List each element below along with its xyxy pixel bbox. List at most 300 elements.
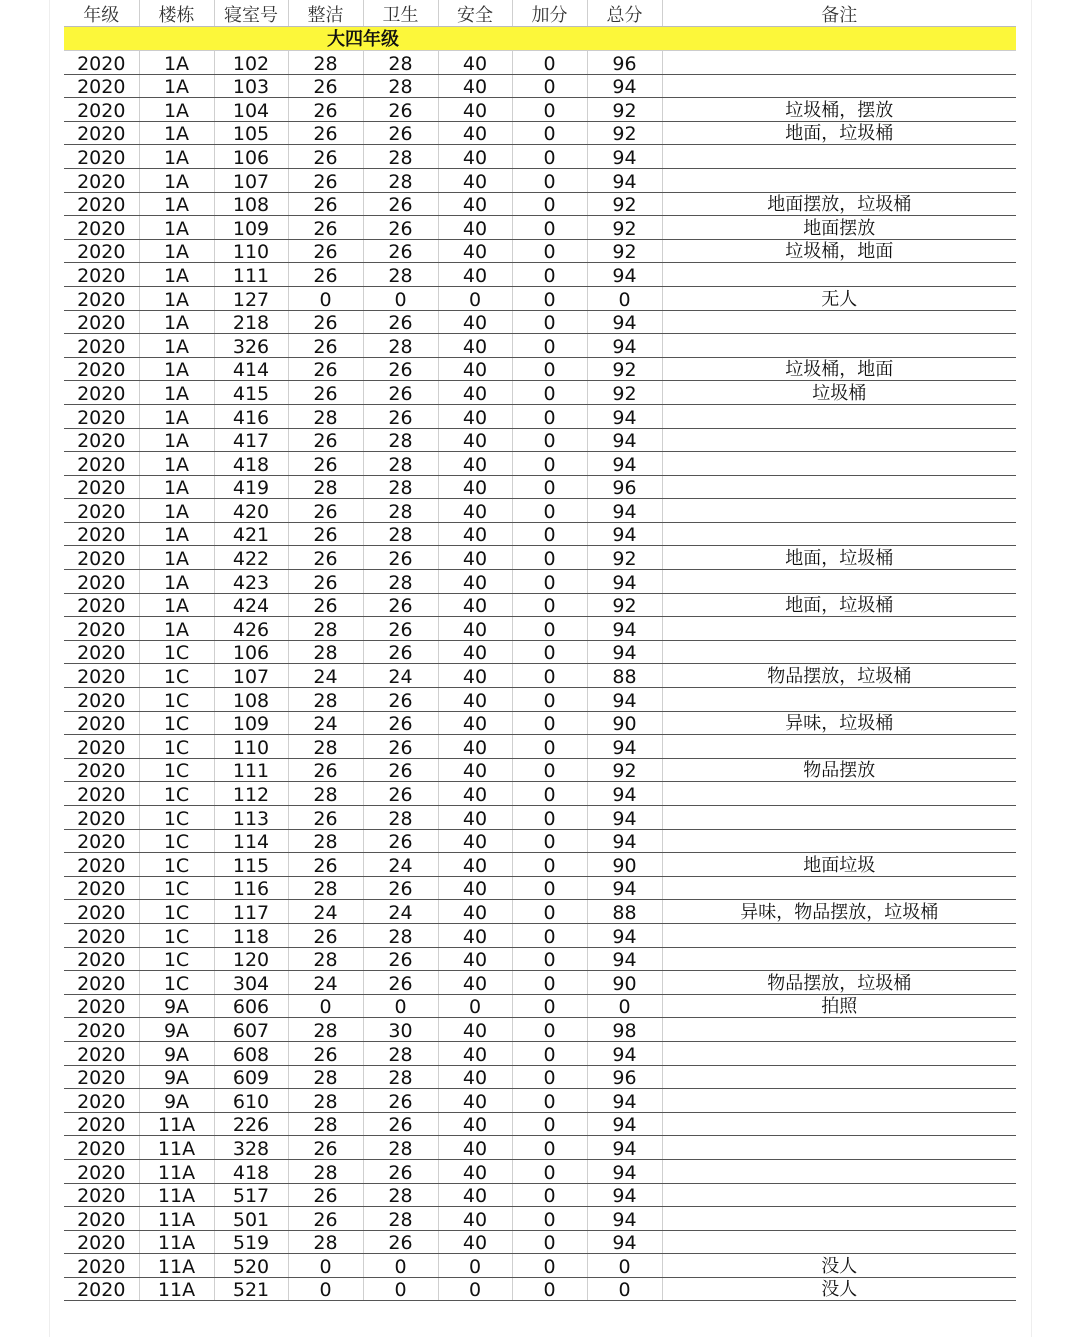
cell-building: 1A — [139, 593, 214, 617]
cell-total: 94 — [587, 923, 662, 947]
cell-bonus: 0 — [512, 711, 587, 735]
cell-room: 326 — [214, 334, 288, 358]
cell-remark: 地面摆放 — [662, 216, 1016, 240]
cell-building: 1A — [139, 357, 214, 381]
cell-building: 1C — [139, 829, 214, 853]
cell-total: 96 — [587, 51, 662, 75]
cell-building: 11A — [139, 1112, 214, 1136]
cell-building: 9A — [139, 994, 214, 1018]
cell-safety: 40 — [438, 806, 512, 830]
cell-remark — [662, 782, 1016, 806]
cell-room: 113 — [214, 806, 288, 830]
cell-remark — [662, 263, 1016, 287]
cell-room: 517 — [214, 1183, 288, 1207]
table-row — [64, 640, 1016, 664]
cell-total: 94 — [587, 499, 662, 523]
cell-room: 105 — [214, 121, 288, 145]
cell-tidiness: 26 — [288, 499, 363, 523]
cell-bonus: 0 — [512, 688, 587, 712]
cell-safety: 40 — [438, 404, 512, 428]
cell-hygiene: 26 — [363, 640, 438, 664]
cell-total: 94 — [587, 1089, 662, 1113]
cell-room: 421 — [214, 522, 288, 546]
cell-room: 501 — [214, 1207, 288, 1231]
cell-grade: 2020 — [64, 334, 139, 358]
table-row — [64, 1277, 1016, 1301]
cell-building: 1C — [139, 853, 214, 877]
table-row — [64, 286, 1016, 310]
cell-safety: 40 — [438, 74, 512, 98]
cell-building: 1C — [139, 664, 214, 688]
cell-total: 94 — [587, 263, 662, 287]
cell-grade: 2020 — [64, 1136, 139, 1160]
cell-building: 9A — [139, 1018, 214, 1042]
cell-grade: 2020 — [64, 98, 139, 122]
header-row — [64, 0, 1016, 27]
cell-remark — [662, 452, 1016, 476]
cell-safety: 40 — [438, 1112, 512, 1136]
cell-bonus: 0 — [512, 145, 587, 169]
cell-safety: 40 — [438, 310, 512, 334]
cell-grade: 2020 — [64, 1159, 139, 1183]
cell-bonus: 0 — [512, 428, 587, 452]
cell-hygiene: 28 — [363, 334, 438, 358]
cell-room: 108 — [214, 688, 288, 712]
cell-building: 1C — [139, 688, 214, 712]
cell-building: 1A — [139, 404, 214, 428]
cell-room: 115 — [214, 853, 288, 877]
cell-hygiene: 26 — [363, 735, 438, 759]
cell-tidiness: 26 — [288, 216, 363, 240]
cell-tidiness: 26 — [288, 758, 363, 782]
cell-total: 92 — [587, 593, 662, 617]
cell-building: 1A — [139, 145, 214, 169]
cell-tidiness: 24 — [288, 900, 363, 924]
cell-tidiness: 24 — [288, 664, 363, 688]
cell-tidiness: 24 — [288, 971, 363, 995]
cell-bonus: 0 — [512, 570, 587, 594]
cell-building: 1A — [139, 192, 214, 216]
cell-hygiene: 0 — [363, 1254, 438, 1278]
cell-grade: 2020 — [64, 1207, 139, 1231]
cell-tidiness: 28 — [288, 617, 363, 641]
cell-tidiness: 28 — [288, 1230, 363, 1254]
cell-room: 520 — [214, 1254, 288, 1278]
cell-room: 116 — [214, 876, 288, 900]
table-row — [64, 1136, 1016, 1160]
cell-total: 0 — [587, 1277, 662, 1301]
cell-remark — [662, 570, 1016, 594]
cell-grade: 2020 — [64, 640, 139, 664]
cell-grade: 2020 — [64, 1183, 139, 1207]
cell-tidiness: 26 — [288, 428, 363, 452]
cell-hygiene: 26 — [363, 1112, 438, 1136]
table-row — [64, 1254, 1016, 1278]
cell-total: 90 — [587, 971, 662, 995]
cell-building: 1A — [139, 381, 214, 405]
table-row — [64, 806, 1016, 830]
cell-grade: 2020 — [64, 971, 139, 995]
cell-remark — [662, 74, 1016, 98]
cell-grade: 2020 — [64, 168, 139, 192]
cell-bonus: 0 — [512, 1183, 587, 1207]
cell-total: 90 — [587, 711, 662, 735]
cell-safety: 40 — [438, 546, 512, 570]
cell-safety: 40 — [438, 428, 512, 452]
cell-safety: 40 — [438, 168, 512, 192]
column-header-grade: 年级 — [64, 0, 139, 27]
cell-building: 1C — [139, 947, 214, 971]
cell-total: 92 — [587, 121, 662, 145]
cell-hygiene: 26 — [363, 310, 438, 334]
table-row — [64, 98, 1016, 122]
cell-remark — [662, 640, 1016, 664]
cell-remark: 物品摆放，垃圾桶 — [662, 971, 1016, 995]
cell-total: 94 — [587, 640, 662, 664]
cell-total: 94 — [587, 334, 662, 358]
cell-room: 424 — [214, 593, 288, 617]
cell-room: 426 — [214, 617, 288, 641]
cell-safety: 40 — [438, 1065, 512, 1089]
column-header-bonus: 加分 — [512, 0, 587, 27]
cell-hygiene: 28 — [363, 570, 438, 594]
cell-safety: 0 — [438, 1277, 512, 1301]
cell-hygiene: 28 — [363, 263, 438, 287]
cell-building: 1A — [139, 475, 214, 499]
cell-room: 422 — [214, 546, 288, 570]
table-row — [64, 1018, 1016, 1042]
cell-grade: 2020 — [64, 192, 139, 216]
cell-building: 1A — [139, 570, 214, 594]
cell-tidiness: 26 — [288, 74, 363, 98]
cell-room: 110 — [214, 239, 288, 263]
cell-grade: 2020 — [64, 1065, 139, 1089]
cell-tidiness: 26 — [288, 310, 363, 334]
cell-tidiness: 28 — [288, 947, 363, 971]
cell-safety: 40 — [438, 829, 512, 853]
cell-safety: 40 — [438, 688, 512, 712]
cell-remark — [662, 499, 1016, 523]
cell-safety: 40 — [438, 522, 512, 546]
cell-bonus: 0 — [512, 971, 587, 995]
cell-room: 107 — [214, 168, 288, 192]
cell-hygiene: 28 — [363, 145, 438, 169]
table-row — [64, 923, 1016, 947]
cell-hygiene: 26 — [363, 404, 438, 428]
cell-bonus: 0 — [512, 310, 587, 334]
cell-remark — [662, 829, 1016, 853]
cell-safety: 40 — [438, 947, 512, 971]
cell-bonus: 0 — [512, 806, 587, 830]
cell-remark — [662, 1159, 1016, 1183]
cell-building: 1C — [139, 923, 214, 947]
cell-tidiness: 28 — [288, 735, 363, 759]
cell-tidiness: 24 — [288, 711, 363, 735]
cell-grade: 2020 — [64, 263, 139, 287]
cell-remark: 物品摆放，垃圾桶 — [662, 664, 1016, 688]
cell-room: 414 — [214, 357, 288, 381]
cell-hygiene: 26 — [363, 192, 438, 216]
cell-room: 118 — [214, 923, 288, 947]
cell-total: 94 — [587, 428, 662, 452]
cell-tidiness: 28 — [288, 1089, 363, 1113]
cell-tidiness: 26 — [288, 522, 363, 546]
table-row — [64, 522, 1016, 546]
cell-safety: 40 — [438, 923, 512, 947]
cell-building: 1C — [139, 782, 214, 806]
cell-tidiness: 26 — [288, 570, 363, 594]
table-row — [64, 971, 1016, 995]
cell-remark — [662, 923, 1016, 947]
cell-safety: 40 — [438, 664, 512, 688]
table-row — [64, 1089, 1016, 1113]
cell-bonus: 0 — [512, 546, 587, 570]
cell-room: 107 — [214, 664, 288, 688]
cell-room: 420 — [214, 499, 288, 523]
cell-grade: 2020 — [64, 310, 139, 334]
cell-bonus: 0 — [512, 876, 587, 900]
cell-building: 1A — [139, 617, 214, 641]
table-row — [64, 782, 1016, 806]
cell-remark — [662, 310, 1016, 334]
cell-building: 9A — [139, 1065, 214, 1089]
cell-hygiene: 28 — [363, 452, 438, 476]
cell-tidiness: 26 — [288, 1041, 363, 1065]
cell-bonus: 0 — [512, 640, 587, 664]
cell-hygiene: 26 — [363, 1159, 438, 1183]
cell-bonus: 0 — [512, 1277, 587, 1301]
cell-safety: 40 — [438, 876, 512, 900]
cell-grade: 2020 — [64, 51, 139, 75]
cell-hygiene: 0 — [363, 1277, 438, 1301]
cell-total: 92 — [587, 758, 662, 782]
cell-grade: 2020 — [64, 617, 139, 641]
cell-remark — [662, 1183, 1016, 1207]
cell-hygiene: 28 — [363, 806, 438, 830]
cell-building: 1A — [139, 310, 214, 334]
cell-tidiness: 28 — [288, 1018, 363, 1042]
cell-bonus: 0 — [512, 900, 587, 924]
cell-total: 92 — [587, 98, 662, 122]
cell-remark: 没人 — [662, 1254, 1016, 1278]
table-row — [64, 617, 1016, 641]
cell-grade: 2020 — [64, 994, 139, 1018]
cell-safety: 40 — [438, 1183, 512, 1207]
cell-total: 0 — [587, 994, 662, 1018]
cell-room: 104 — [214, 98, 288, 122]
cell-tidiness: 28 — [288, 640, 363, 664]
cell-room: 109 — [214, 216, 288, 240]
cell-safety: 40 — [438, 475, 512, 499]
cell-bonus: 0 — [512, 168, 587, 192]
cell-hygiene: 26 — [363, 1089, 438, 1113]
cell-building: 1A — [139, 452, 214, 476]
cell-building: 11A — [139, 1183, 214, 1207]
cell-grade: 2020 — [64, 570, 139, 594]
dorm-inspection-table — [64, 0, 1016, 1301]
cell-safety: 40 — [438, 782, 512, 806]
cell-tidiness: 28 — [288, 782, 363, 806]
cell-remark — [662, 876, 1016, 900]
cell-hygiene: 26 — [363, 98, 438, 122]
cell-total: 94 — [587, 1136, 662, 1160]
cell-remark — [662, 1041, 1016, 1065]
cell-hygiene: 26 — [363, 782, 438, 806]
cell-room: 328 — [214, 1136, 288, 1160]
cell-room: 418 — [214, 452, 288, 476]
cell-grade: 2020 — [64, 806, 139, 830]
cell-building: 1C — [139, 758, 214, 782]
table-row — [64, 546, 1016, 570]
cell-hygiene: 26 — [363, 829, 438, 853]
cell-building: 1A — [139, 428, 214, 452]
cell-total: 0 — [587, 286, 662, 310]
cell-bonus: 0 — [512, 98, 587, 122]
table-row — [64, 121, 1016, 145]
cell-remark — [662, 1065, 1016, 1089]
cell-tidiness: 0 — [288, 286, 363, 310]
cell-total: 96 — [587, 1065, 662, 1089]
cell-tidiness: 28 — [288, 404, 363, 428]
table-row — [64, 499, 1016, 523]
cell-grade: 2020 — [64, 1230, 139, 1254]
table-row — [64, 51, 1016, 75]
cell-hygiene: 26 — [363, 1230, 438, 1254]
cell-bonus: 0 — [512, 1018, 587, 1042]
cell-remark: 异味，物品摆放，垃圾桶 — [662, 900, 1016, 924]
cell-building: 11A — [139, 1136, 214, 1160]
table-row — [64, 1041, 1016, 1065]
cell-remark: 地面，垃圾桶 — [662, 546, 1016, 570]
cell-room: 102 — [214, 51, 288, 75]
cell-remark: 垃圾桶 — [662, 381, 1016, 405]
cell-bonus: 0 — [512, 617, 587, 641]
cell-remark: 拍照 — [662, 994, 1016, 1018]
cell-safety: 40 — [438, 357, 512, 381]
cell-hygiene: 24 — [363, 853, 438, 877]
table-row — [64, 688, 1016, 712]
cell-total: 92 — [587, 216, 662, 240]
cell-grade: 2020 — [64, 735, 139, 759]
cell-total: 94 — [587, 1230, 662, 1254]
cell-room: 109 — [214, 711, 288, 735]
cell-total: 92 — [587, 381, 662, 405]
cell-hygiene: 26 — [363, 593, 438, 617]
cell-hygiene: 24 — [363, 900, 438, 924]
cell-safety: 40 — [438, 381, 512, 405]
cell-total: 0 — [587, 1254, 662, 1278]
cell-grade: 2020 — [64, 522, 139, 546]
table-row — [64, 1112, 1016, 1136]
cell-building: 9A — [139, 1041, 214, 1065]
cell-hygiene: 28 — [363, 168, 438, 192]
cell-grade: 2020 — [64, 758, 139, 782]
table-row — [64, 475, 1016, 499]
table-row — [64, 735, 1016, 759]
cell-bonus: 0 — [512, 1089, 587, 1113]
cell-grade: 2020 — [64, 381, 139, 405]
cell-room: 117 — [214, 900, 288, 924]
cell-hygiene: 26 — [363, 546, 438, 570]
cell-hygiene: 28 — [363, 923, 438, 947]
cell-total: 94 — [587, 947, 662, 971]
table-row — [64, 593, 1016, 617]
cell-remark — [662, 51, 1016, 75]
cell-remark: 垃圾桶，地面 — [662, 357, 1016, 381]
cell-grade: 2020 — [64, 900, 139, 924]
cell-hygiene: 28 — [363, 522, 438, 546]
cell-building: 1A — [139, 121, 214, 145]
cell-remark — [662, 428, 1016, 452]
cell-hygiene: 24 — [363, 664, 438, 688]
cell-grade: 2020 — [64, 499, 139, 523]
cell-room: 114 — [214, 829, 288, 853]
cell-grade: 2020 — [64, 1041, 139, 1065]
cell-tidiness: 26 — [288, 239, 363, 263]
cell-grade: 2020 — [64, 475, 139, 499]
cell-remark — [662, 735, 1016, 759]
cell-safety: 40 — [438, 334, 512, 358]
cell-grade: 2020 — [64, 452, 139, 476]
cell-safety: 40 — [438, 1089, 512, 1113]
table-row — [64, 947, 1016, 971]
cell-bonus: 0 — [512, 829, 587, 853]
cell-safety: 40 — [438, 239, 512, 263]
cell-room: 108 — [214, 192, 288, 216]
cell-safety: 40 — [438, 853, 512, 877]
cell-safety: 0 — [438, 1254, 512, 1278]
cell-room: 609 — [214, 1065, 288, 1089]
cell-building: 1A — [139, 263, 214, 287]
cell-room: 417 — [214, 428, 288, 452]
cell-hygiene: 28 — [363, 1065, 438, 1089]
cell-total: 94 — [587, 735, 662, 759]
cell-grade: 2020 — [64, 145, 139, 169]
cell-remark — [662, 1112, 1016, 1136]
cell-hygiene: 26 — [363, 239, 438, 263]
cell-total: 88 — [587, 664, 662, 688]
cell-safety: 40 — [438, 593, 512, 617]
cell-total: 94 — [587, 876, 662, 900]
cell-grade: 2020 — [64, 853, 139, 877]
cell-bonus: 0 — [512, 782, 587, 806]
cell-bonus: 0 — [512, 522, 587, 546]
cell-safety: 40 — [438, 640, 512, 664]
cell-room: 226 — [214, 1112, 288, 1136]
cell-safety: 40 — [438, 900, 512, 924]
cell-bonus: 0 — [512, 1254, 587, 1278]
cell-tidiness: 26 — [288, 334, 363, 358]
cell-bonus: 0 — [512, 263, 587, 287]
cell-building: 11A — [139, 1254, 214, 1278]
cell-grade: 2020 — [64, 1089, 139, 1113]
cell-grade: 2020 — [64, 216, 139, 240]
table-row — [64, 1207, 1016, 1231]
cell-building: 11A — [139, 1207, 214, 1231]
cell-grade: 2020 — [64, 1277, 139, 1301]
cell-room: 608 — [214, 1041, 288, 1065]
cell-hygiene: 28 — [363, 499, 438, 523]
cell-building: 1C — [139, 735, 214, 759]
cell-total: 94 — [587, 570, 662, 594]
table-row — [64, 216, 1016, 240]
cell-remark — [662, 145, 1016, 169]
table-row — [64, 145, 1016, 169]
cell-building: 1A — [139, 286, 214, 310]
cell-tidiness: 0 — [288, 994, 363, 1018]
cell-building: 1C — [139, 640, 214, 664]
cell-total: 94 — [587, 1112, 662, 1136]
